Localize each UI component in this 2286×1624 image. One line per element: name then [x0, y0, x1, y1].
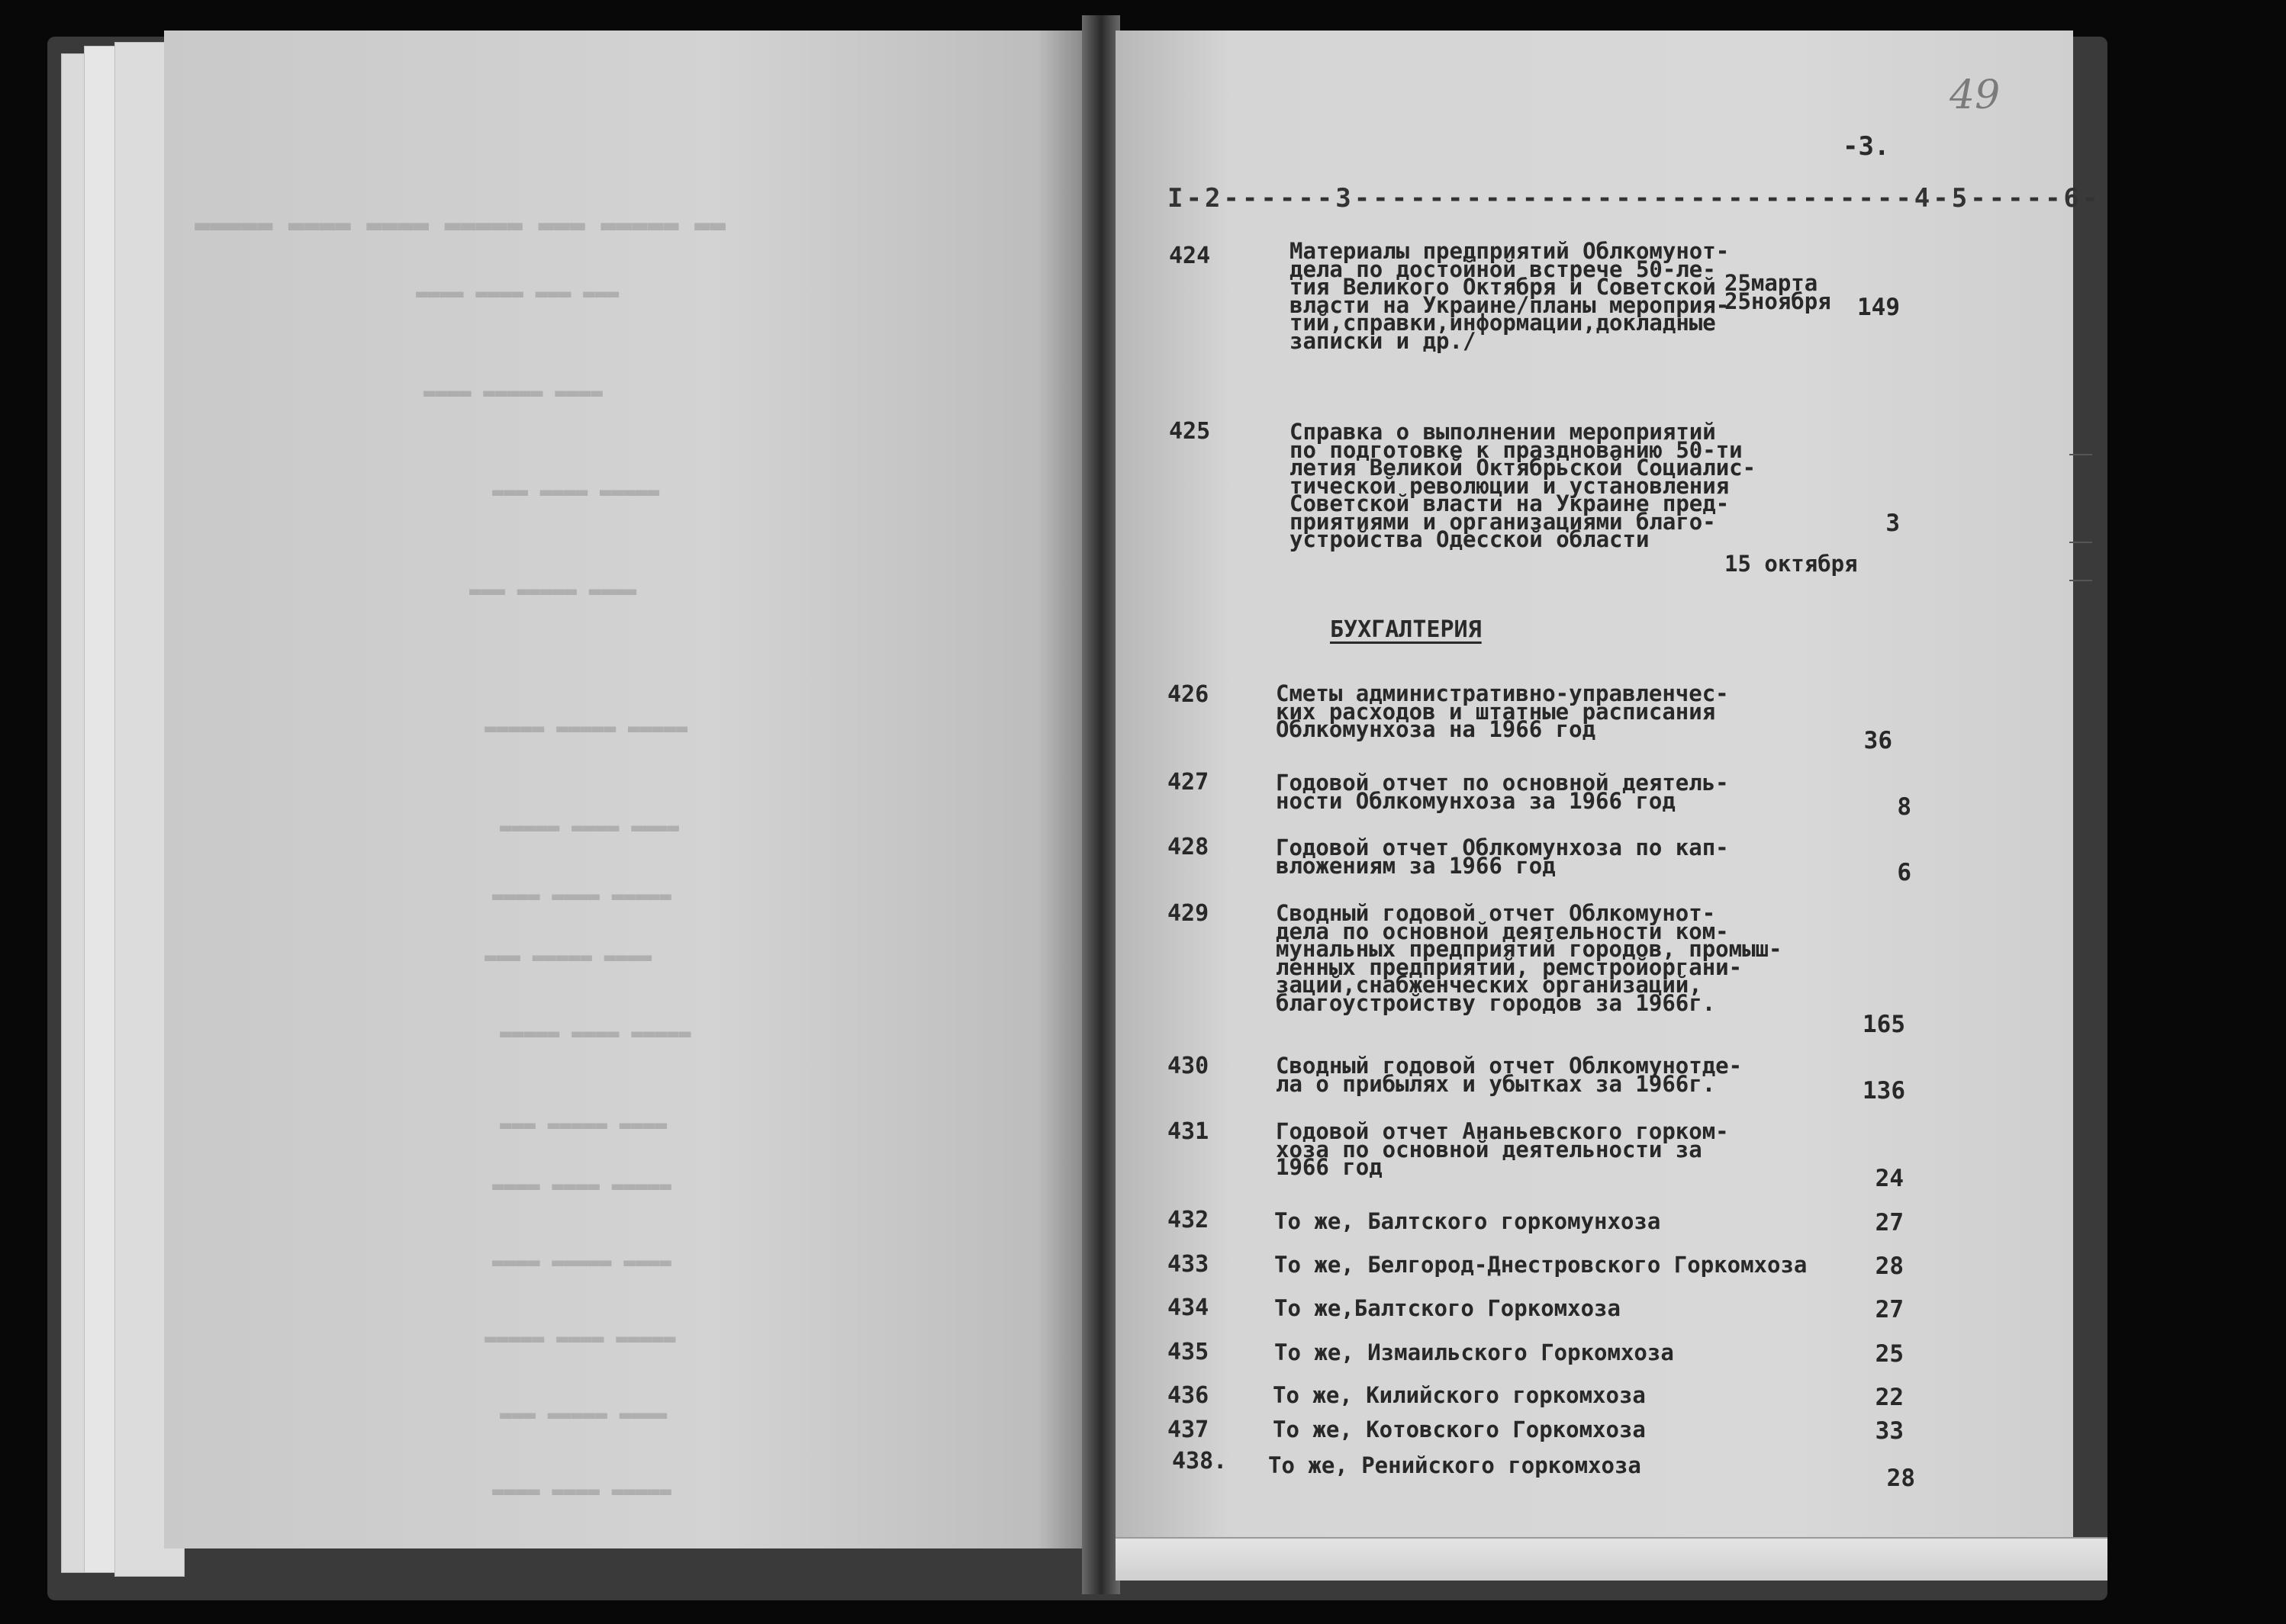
page-bottom-edge	[1116, 1537, 2107, 1581]
bleed-through-text: ▬▬▬▬ ▬▬▬▬▬ ▬▬▬	[469, 580, 637, 603]
entry-sheet-count: 27	[1875, 1296, 1904, 1323]
margin-tick	[2069, 580, 2092, 581]
entry-sheet-count: 165	[1863, 1011, 1905, 1038]
entry-date: 15 октября	[1724, 551, 1858, 577]
entry-sheet-count: 28	[1875, 1253, 1904, 1280]
column-header-rule: I-2------3------------------------------4-5-----6-	[1167, 183, 2101, 214]
bleed-through-text: ▬▬ ▬▬▬▬▬ ▬▬▬ ▬▬▬▬▬ ▬▬▬▬ ▬▬▬▬ ▬▬▬▬▬	[195, 210, 726, 240]
margin-tick	[2069, 542, 2092, 543]
entry-sheet-count: 24	[1875, 1165, 1904, 1192]
entry-sheet-count: 3	[1885, 510, 1900, 537]
margin-tick	[2069, 454, 2092, 455]
entry-description: Сводный годовой отчет Облкомунот- дела по основной деятельности ком- мунальных предприятий городов, промыш- ленных предприятий, ремстройоргани- заций,снабженческих организаций, благоустройству городов за 1966г.	[1276, 900, 1782, 1016]
folio-number: 49	[1950, 72, 2001, 118]
entry-sheet-count: 6	[1897, 859, 1911, 886]
bleed-through-text: ▬▬▬▬ ▬▬▬▬▬ ▬▬▬	[500, 1114, 668, 1137]
book-gutter	[1082, 15, 1120, 1594]
entry-number: 432	[1167, 1207, 1209, 1233]
entry-number: 425	[1169, 418, 1211, 445]
entry-number: 427	[1167, 769, 1209, 796]
entry-description: То же, Ренийского горкомхоза	[1268, 1452, 1641, 1478]
entry-sheet-count: 25	[1875, 1340, 1904, 1368]
entry-description: То же, Балтского горкомунхоза	[1274, 1208, 1661, 1234]
entry-description: То же,Балтского Горкомхоза	[1274, 1295, 1621, 1321]
entry-sheet-count: 22	[1875, 1384, 1904, 1411]
bleed-through-text: ▬▬▬▬ ▬▬▬▬▬ ▬▬▬	[485, 946, 652, 969]
entry-sheet-count: 33	[1875, 1417, 1904, 1445]
bleed-through-text: ▬▬▬▬ ▬▬▬▬▬ ▬▬▬▬	[423, 381, 603, 404]
entry-description: Годовой отчет Облкомунхоза по кап- вложениям за 1966 год	[1276, 835, 1729, 879]
entry-sheet-count: 8	[1897, 793, 1911, 821]
section-heading: БУХГАЛТЕРИЯ	[1330, 616, 1482, 643]
bleed-through-text: ▬▬▬▬▬ ▬▬▬▬▬ ▬▬▬▬▬	[485, 717, 688, 740]
entry-description: Годовой отчет Ананьевского горком- хоза по основной деятельности за 1966 год	[1276, 1118, 1729, 1180]
entry-number: 426	[1167, 681, 1209, 708]
entry-sheet-count: 149	[1857, 294, 1900, 321]
left-page	[164, 31, 1083, 1548]
bleed-through-text: ▬▬▬▬▬ ▬▬▬▬ ▬▬▬▬	[492, 1175, 671, 1198]
bleed-through-text: ▬▬▬ ▬▬▬ ▬▬▬▬ ▬▬▬▬	[416, 282, 620, 305]
entry-number: 434	[1167, 1294, 1209, 1321]
bleed-through-text: ▬▬▬▬ ▬▬▬▬ ▬▬▬▬▬	[500, 816, 679, 839]
entry-description: То же, Килийского горкомхоза	[1273, 1382, 1646, 1408]
entry-description: Сводный годовой отчет Облкомунотде- ла о прибылях и убытках за 1966г.	[1276, 1053, 1743, 1097]
page-number: -3.	[1843, 131, 1890, 162]
entry-number: 431	[1167, 1118, 1209, 1145]
bleed-through-text: ▬▬▬▬▬ ▬▬▬▬ ▬▬▬▬	[492, 1480, 671, 1503]
entry-description: То же, Котовского Горкомхоза	[1273, 1417, 1646, 1442]
entry-description: Годовой отчет по основной деятель- ности Облкомунхоза за 1966 год	[1276, 770, 1729, 814]
entry-number: 433	[1167, 1251, 1209, 1278]
entry-number: 429	[1167, 900, 1209, 927]
entry-description: Сметы административно-управленчес- ких расходов и штатные расписания Облкомунхоза на 1966 год	[1276, 680, 1729, 742]
entry-date: 25марта 25ноября	[1724, 270, 1831, 314]
bleed-through-text: ▬▬▬▬▬ ▬▬▬▬ ▬▬▬▬▬	[500, 1022, 691, 1045]
bleed-through-text: ▬▬▬▬▬ ▬▬▬▬ ▬▬▬▬	[492, 885, 671, 908]
entry-sheet-count: 27	[1875, 1209, 1904, 1236]
entry-description: Материалы предприятий Облкомунот- дела по достойной встрече 50-ле- тия Великого Октября и Советской власти на Украине/планы мероприя- тий,справки,информации,докладные записки и др./	[1289, 238, 1730, 354]
bleed-through-text: ▬▬▬▬ ▬▬▬▬▬ ▬▬▬▬	[492, 1251, 671, 1274]
entry-number: 438.	[1172, 1448, 1228, 1474]
entry-sheet-count: 36	[1863, 727, 1892, 754]
bleed-through-text: ▬▬▬▬ ▬▬▬▬▬ ▬▬▬	[500, 1404, 668, 1426]
entry-number: 436	[1167, 1382, 1209, 1409]
entry-number: 435	[1167, 1339, 1209, 1365]
bleed-through-text: ▬▬▬▬▬ ▬▬▬▬ ▬▬▬	[492, 481, 660, 503]
entry-number: 428	[1167, 834, 1209, 860]
entry-sheet-count: 28	[1886, 1465, 1915, 1492]
entry-description: То же, Белгород-Днестровского Горкомхоза	[1274, 1252, 1808, 1278]
entry-number: 424	[1169, 243, 1211, 269]
entry-description: То же, Измаильского Горкомхоза	[1274, 1339, 1674, 1365]
entry-sheet-count: 136	[1863, 1077, 1905, 1105]
entry-number: 430	[1167, 1053, 1209, 1079]
bleed-through-text: ▬▬▬▬▬ ▬▬▬▬ ▬▬▬▬▬	[485, 1327, 676, 1350]
entry-number: 437	[1167, 1417, 1209, 1443]
entry-description: Справка о выполнении мероприятий по подготовке к празднованию 50-ти летия Великой Октябрьской Социалис- тической революции и установления Советской власти на Украине пред- приятиями и организациями благо- устройства Одесской области	[1289, 419, 1756, 552]
